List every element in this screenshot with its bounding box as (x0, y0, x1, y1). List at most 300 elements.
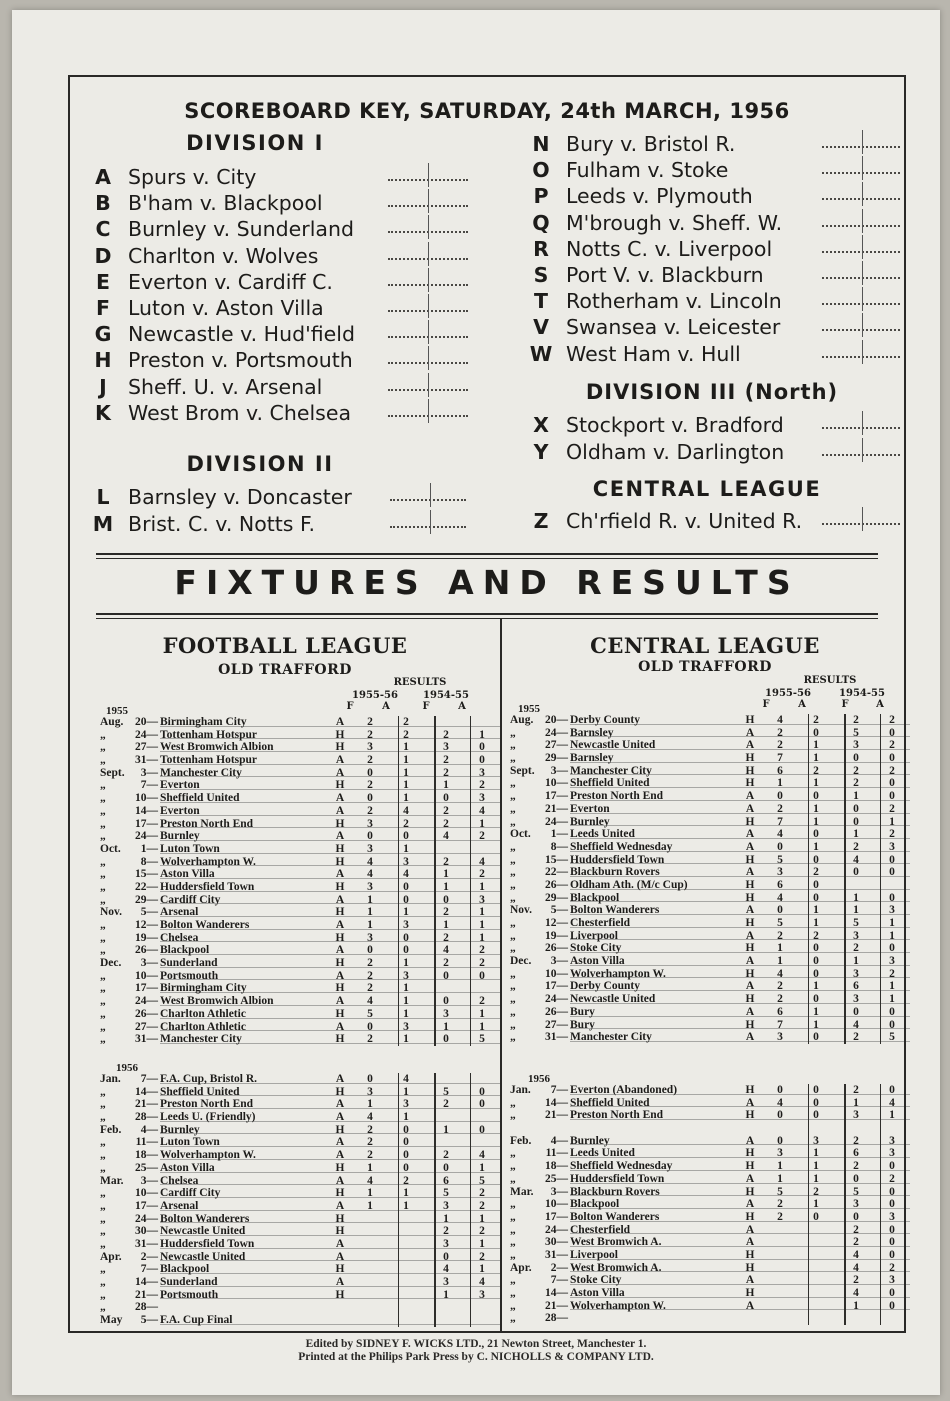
fixture-month: „ (510, 866, 516, 879)
score-for-1954: 1 (853, 1299, 859, 1312)
score-for-1954: 0 (853, 802, 859, 815)
division-2-heading: DIVISION II (186, 452, 334, 476)
score-against-1955: 0 (813, 1031, 819, 1044)
score-for-1954: 1 (853, 1096, 859, 1109)
score-against-1954: 0 (889, 891, 895, 904)
score-column-rule (844, 1084, 846, 1325)
score-against-1954: 0 (889, 1223, 895, 1236)
score-against-1955: 1 (813, 1172, 819, 1185)
score-divider (430, 510, 431, 534)
fixture-month: „ (100, 1288, 106, 1301)
fixture-row (100, 957, 490, 970)
fixture-day: 22— (545, 866, 568, 879)
fixture-month: „ (100, 969, 106, 982)
score-for-1954: 0 (443, 1250, 449, 1263)
central-fixtures-1956 (510, 1084, 900, 1325)
score-for-1955: 0 (777, 840, 783, 853)
fixture-venue: H (745, 942, 755, 955)
fixture-venue: A (335, 1020, 345, 1033)
fixture-row (100, 982, 490, 995)
score-for-1954: 6 (853, 980, 859, 993)
fixture-month: „ (510, 980, 516, 993)
score-against-1955: 2 (403, 728, 409, 741)
fixture-day: 11— (545, 1147, 568, 1160)
score-against-1954: 1 (889, 980, 895, 993)
fixture-day: 20— (135, 716, 158, 728)
fixture-venue: H (335, 982, 345, 995)
score-against-1954: 3 (479, 1288, 485, 1301)
score-divider (862, 235, 863, 259)
fixture-month: Sept. (100, 766, 125, 779)
score-against-1954: 2 (479, 1225, 485, 1238)
score-against-1955: 1 (403, 1111, 409, 1124)
fixture-venue: H (745, 714, 755, 726)
key-match: Barnsley v. Doncaster (128, 485, 352, 509)
score-against-1954: 0 (479, 741, 485, 754)
fixture-month: „ (510, 1198, 516, 1211)
score-against-1955: 2 (813, 929, 819, 942)
football-col-f1: F (346, 701, 354, 712)
fixture-row (510, 714, 900, 727)
fixture-opponent: Tottenham Hotspur (160, 728, 258, 741)
score-for-1954: 3 (853, 1109, 859, 1122)
score-against-1955: 1 (403, 766, 409, 779)
fixture-day: 5— (140, 906, 158, 919)
fixture-venue: A (335, 1136, 345, 1149)
score-against-1954: 0 (889, 1248, 895, 1261)
fixture-month: „ (510, 993, 516, 1006)
fixture-row (510, 790, 900, 803)
fixture-month: Mar. (100, 1174, 124, 1187)
score-against-1954: 0 (479, 1098, 485, 1111)
score-against-1954: 3 (889, 1274, 895, 1287)
key-row (528, 263, 900, 289)
division-1-heading: DIVISION I (186, 131, 324, 155)
fixture-row (100, 1175, 490, 1188)
fixture-row (510, 1211, 900, 1224)
key-letter: H (94, 348, 112, 373)
score-blank (822, 303, 900, 305)
score-for-1955: 4 (777, 714, 783, 726)
fixture-opponent: Huddersfield Town (570, 1172, 665, 1185)
fixture-day: 14— (545, 1287, 568, 1299)
fixture-venue: H (335, 855, 345, 868)
score-against-1954: 2 (479, 944, 485, 957)
score-blank (822, 356, 900, 358)
key-row (528, 211, 900, 237)
fixture-opponent: Manchester City (570, 1031, 652, 1044)
fixture-venue: H (745, 1261, 755, 1274)
fixture-opponent: Derby County (570, 980, 640, 993)
score-for-1954: 6 (443, 1174, 449, 1187)
score-for-1955: 2 (777, 993, 783, 1006)
score-for-1955: 4 (367, 855, 373, 868)
score-against-1954: 5 (479, 1174, 485, 1187)
fixture-opponent: Wolverhampton W. (160, 1149, 256, 1162)
fixture-day: 27— (135, 741, 158, 754)
fixture-day: 29— (545, 891, 568, 904)
fixture-row (510, 1122, 900, 1135)
score-for-1954: 3 (443, 1199, 449, 1212)
central-season-a: 1955-56 (765, 688, 811, 699)
bottom-divider (96, 613, 878, 615)
score-divider (428, 189, 429, 213)
fixture-opponent: Newcastle United (570, 739, 656, 752)
score-for-1954: 4 (853, 1248, 859, 1261)
fixture-venue: A (745, 790, 755, 803)
score-for-1955: 1 (367, 1098, 373, 1111)
fixture-month: „ (510, 942, 516, 955)
score-for-1955: 6 (777, 764, 783, 777)
fixture-day: 10— (135, 1187, 158, 1200)
score-against-1954: 0 (889, 866, 895, 879)
score-for-1955: 4 (367, 1174, 373, 1187)
fixture-venue: H (745, 1287, 755, 1299)
score-against-1954: 2 (889, 802, 895, 815)
printer-credits (12, 1338, 940, 1364)
score-for-1954: 0 (443, 1033, 449, 1046)
central-league-title: CENTRAL LEAGUE (590, 633, 820, 658)
fixture-venue: A (745, 1005, 755, 1018)
football-fixtures-1955 (100, 716, 490, 1046)
key-letter: N (532, 132, 550, 156)
fixture-row (510, 816, 900, 829)
fixture-row (510, 752, 900, 765)
fixture-venue: A (745, 1031, 755, 1044)
score-blank (822, 427, 900, 429)
fixture-venue: H (335, 1212, 345, 1225)
fixture-row (100, 1225, 490, 1238)
key-letter: A (95, 165, 111, 189)
fixture-venue: A (745, 1096, 755, 1109)
score-against-1954: 3 (479, 766, 485, 779)
score-for-1954: 2 (443, 906, 449, 919)
fixture-day: 24— (545, 815, 568, 828)
editor-credit: Edited by SIDNEY F. WICKS LTD., 21 Newton Street, Manchester 1. (305, 1338, 647, 1350)
score-divider (428, 242, 429, 266)
score-for-1955: 1 (777, 777, 783, 790)
central-fixtures-1955 (510, 714, 900, 1044)
score-for-1954: 0 (443, 969, 449, 982)
fixture-row (100, 729, 490, 742)
score-divider (862, 340, 863, 364)
fixture-day: 1— (550, 828, 568, 841)
score-for-1954: 2 (443, 957, 449, 970)
fixture-row (510, 1300, 900, 1313)
score-against-1955: 2 (403, 716, 409, 728)
fixture-row (100, 767, 490, 780)
fixture-month: „ (100, 995, 106, 1008)
score-for-1955: 1 (777, 942, 783, 955)
fixture-row (510, 739, 900, 752)
fixture-month: „ (510, 1248, 516, 1261)
score-for-1954: 3 (853, 739, 859, 752)
fixture-venue: H (335, 842, 345, 855)
fixture-row (510, 1262, 900, 1275)
fixture-row (510, 1097, 900, 1110)
fixture-month: „ (510, 1299, 516, 1312)
fixture-day: 17— (545, 790, 568, 803)
score-for-1955: 1 (777, 1172, 783, 1185)
score-against-1955: 3 (403, 1098, 409, 1111)
key-match: Sheff. U. v. Arsenal (128, 374, 323, 399)
fixture-day: 24— (135, 830, 158, 843)
fixture-month: „ (100, 817, 106, 830)
score-for-1954: 4 (443, 944, 449, 957)
fixture-day: 7— (140, 779, 158, 792)
fixture-month: Oct. (510, 828, 531, 841)
fixture-day: 24— (545, 1223, 568, 1236)
fixture-venue: H (335, 1288, 345, 1301)
fixture-venue: A (335, 969, 345, 982)
fixture-day: 22— (135, 880, 158, 893)
key-match: Spurs v. City (128, 165, 257, 189)
fixture-row (100, 1162, 490, 1175)
score-against-1955: 1 (813, 815, 819, 828)
fixture-month: Nov. (100, 906, 123, 919)
fixture-venue: A (745, 866, 755, 879)
score-for-1954: 3 (853, 929, 859, 942)
score-against-1954: 0 (479, 969, 485, 982)
fixture-month: Dec. (100, 957, 122, 970)
fixture-month: „ (100, 1098, 106, 1111)
fixture-day: 26— (545, 1005, 568, 1018)
fixture-opponent: Manchester City (160, 1033, 242, 1046)
fixture-month: „ (510, 1109, 516, 1122)
fixture-opponent: Everton (570, 802, 610, 815)
fixture-month: Nov. (510, 904, 533, 917)
fixture-month: Sept. (510, 764, 535, 777)
score-divider (862, 261, 863, 285)
fixture-opponent: Bury (570, 1018, 595, 1031)
fixture-row (100, 1238, 490, 1251)
fixture-row (510, 1031, 900, 1044)
fixture-month: „ (510, 1236, 516, 1249)
score-for-1954: 2 (853, 1134, 859, 1147)
fixture-month: „ (510, 1210, 516, 1223)
score-against-1955: 0 (813, 828, 819, 841)
fixture-day: 17— (135, 817, 158, 830)
fixture-month: „ (510, 777, 516, 790)
fixture-day: 17— (545, 1210, 568, 1223)
score-against-1955: 0 (403, 893, 409, 906)
score-for-1955: 2 (367, 754, 373, 767)
fixture-month: Jan. (100, 1073, 121, 1085)
score-blank (822, 277, 900, 279)
fixture-venue: H (745, 917, 755, 929)
score-divider (428, 268, 429, 292)
score-for-1954: 4 (853, 1287, 859, 1299)
fixture-opponent: Aston Villa (570, 1287, 625, 1299)
score-divider (862, 411, 863, 435)
fixture-opponent: Portsmouth (160, 969, 219, 982)
score-against-1955: 0 (403, 1149, 409, 1162)
key-match: Fulham v. Stoke (566, 158, 729, 183)
key-letter: G (94, 322, 112, 347)
score-against-1954: 0 (889, 942, 895, 955)
fixture-month: „ (510, 1096, 516, 1109)
score-divider (862, 438, 863, 462)
fixture-opponent: Chelsea (160, 1174, 199, 1187)
score-for-1955: 4 (777, 1096, 783, 1109)
fixture-day: 5— (550, 904, 568, 917)
fixture-venue: A (745, 1134, 755, 1147)
fixture-venue: A (745, 726, 755, 739)
score-divider (428, 346, 429, 370)
score-for-1954: 2 (443, 1149, 449, 1162)
fixture-day: 24— (545, 993, 568, 1006)
score-against-1955: 3 (403, 919, 409, 931)
key-row (528, 184, 900, 210)
fixture-row (100, 805, 490, 818)
fixture-row (100, 1200, 490, 1213)
score-column-rule (470, 716, 471, 1046)
score-against-1955: 1 (813, 1005, 819, 1018)
fixture-month: Apr. (100, 1250, 122, 1263)
score-against-1954: 1 (479, 1020, 485, 1033)
fixture-venue: H (335, 779, 345, 792)
score-for-1955: 5 (777, 917, 783, 929)
fixture-month: „ (100, 1033, 106, 1046)
key-row (528, 342, 900, 368)
fixture-day: 2— (550, 1261, 568, 1274)
score-against-1955: 1 (403, 1187, 409, 1200)
score-for-1955: 1 (367, 1161, 373, 1174)
score-against-1955: 1 (403, 792, 409, 805)
fixture-venue: A (745, 840, 755, 853)
fixture-day: 12— (545, 917, 568, 929)
score-divider (862, 507, 863, 531)
score-against-1955: 0 (813, 726, 819, 739)
fixture-venue: H (745, 1210, 755, 1223)
key-match: Burnley v. Sunderland (128, 217, 354, 242)
fixture-venue: H (745, 777, 755, 790)
central-league-ground: OLD TRAFFORD (638, 659, 772, 675)
key-match: Brist. C. v. Notts F. (128, 511, 316, 536)
fixture-venue: A (335, 716, 345, 728)
score-for-1954: 0 (443, 792, 449, 805)
fixture-row (100, 919, 490, 932)
fixture-row (510, 1224, 900, 1237)
key-letter: Q (532, 210, 550, 235)
score-for-1955: 1 (367, 919, 373, 931)
fixture-month: „ (510, 802, 516, 815)
fixture-opponent: Blackpool (570, 891, 620, 904)
score-against-1954: 2 (479, 779, 485, 792)
fixture-venue: A (745, 980, 755, 993)
score-against-1954: 4 (479, 855, 485, 868)
fixture-row (510, 854, 900, 867)
fixture-month: Feb. (510, 1134, 532, 1147)
fixture-day: 12— (135, 919, 158, 931)
fixture-opponent: Bolton Wanderers (160, 919, 250, 931)
score-against-1955: 1 (813, 1198, 819, 1211)
fixture-opponent: Newcastle United (160, 1250, 246, 1263)
key-match: Bury v. Bristol R. (566, 132, 736, 156)
fixture-venue: A (745, 828, 755, 841)
fixture-month: Feb. (100, 1123, 122, 1136)
fixture-venue: A (335, 804, 345, 817)
score-for-1954: 0 (853, 1005, 859, 1018)
key-row (90, 375, 468, 401)
score-against-1954: 0 (889, 1287, 895, 1299)
fixture-day: 31— (545, 1248, 568, 1261)
key-row (90, 485, 466, 511)
score-against-1955: 0 (403, 880, 409, 893)
key-letter: T (534, 289, 548, 314)
fixture-venue: H (335, 1085, 345, 1098)
score-for-1954: 5 (853, 1185, 859, 1198)
fixture-opponent: Sunderland (160, 957, 218, 970)
score-column-rule (398, 716, 399, 1046)
fixture-venue: A (745, 955, 755, 968)
fixture-opponent: Preston North End (160, 817, 254, 830)
fixture-month: „ (100, 880, 106, 893)
fixture-month: „ (100, 804, 106, 817)
score-for-1955: 3 (367, 880, 373, 893)
fixture-opponent: Chesterfield (570, 917, 631, 929)
score-for-1955: 7 (777, 815, 783, 828)
score-against-1955: 1 (813, 1018, 819, 1031)
score-against-1954: 1 (889, 917, 895, 929)
score-divider (428, 320, 429, 344)
fixture-opponent: Sunderland (160, 1276, 218, 1288)
score-for-1954: 2 (853, 1236, 859, 1249)
fixture-day: 29— (135, 893, 158, 906)
fixture-venue: A (745, 929, 755, 942)
score-against-1955: 1 (813, 739, 819, 752)
score-for-1955: 2 (367, 957, 373, 970)
fixture-row (100, 1301, 490, 1314)
fixture-opponent: Leeds United (570, 828, 635, 841)
key-letter: Y (533, 439, 549, 464)
key-match: Charlton v. Wolves (128, 243, 319, 268)
score-against-1955: 2 (813, 714, 819, 726)
fixture-opponent: Sheffield United (160, 792, 240, 805)
score-against-1955: 2 (813, 1185, 819, 1198)
score-for-1955: 5 (777, 1185, 783, 1198)
fixture-row (100, 716, 490, 729)
fixture-venue: H (745, 891, 755, 904)
division-3-north-heading: DIVISION III (North) (585, 380, 839, 404)
score-against-1954: 0 (889, 1084, 895, 1096)
score-blank (390, 499, 466, 501)
score-column-rule (434, 1073, 436, 1327)
key-row (528, 440, 900, 466)
fixture-month: „ (100, 728, 106, 741)
score-against-1955: 0 (403, 944, 409, 957)
score-for-1954: 1 (443, 779, 449, 792)
score-against-1955: 0 (813, 878, 819, 891)
fixture-row (100, 1251, 490, 1264)
football-col-a1: A (382, 701, 390, 712)
key-letter: V (533, 315, 549, 340)
central-year-1955: 1955 (518, 703, 540, 715)
key-letter: D (94, 243, 112, 268)
fixture-row (100, 830, 490, 843)
fixture-venue: A (745, 904, 755, 917)
score-for-1955: 4 (367, 995, 373, 1008)
score-divider (862, 209, 863, 233)
fixture-row (510, 1109, 900, 1122)
score-column-rule (844, 714, 846, 1044)
score-divider (428, 294, 429, 318)
score-against-1955: 2 (813, 764, 819, 777)
central-season-b: 1954-55 (839, 688, 885, 699)
score-for-1955: 1 (777, 1160, 783, 1173)
score-against-1955: 0 (813, 790, 819, 803)
key-row (528, 509, 900, 535)
